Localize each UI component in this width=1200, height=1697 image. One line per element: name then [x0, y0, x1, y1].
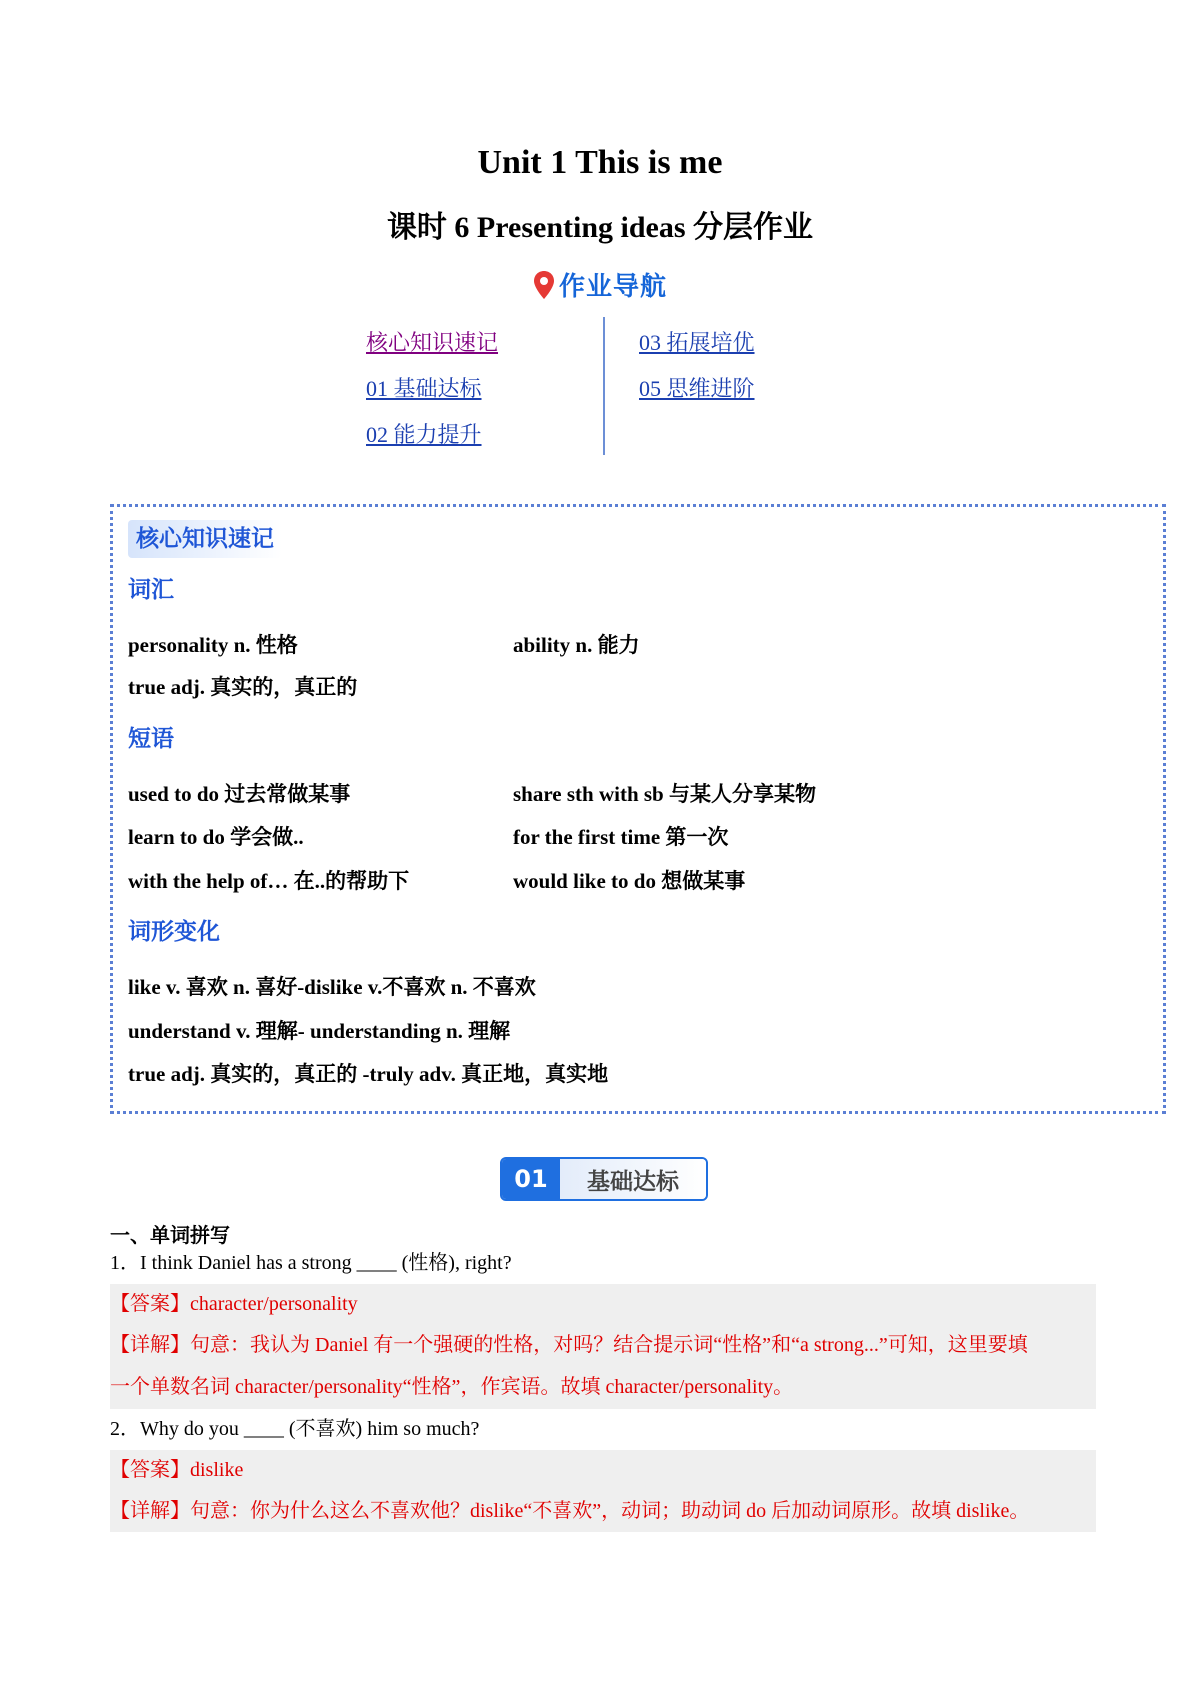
page-title: Unit 1 This is me [477, 144, 723, 181]
toc-link-05-thinking[interactable]: 05 思维进阶 [639, 376, 755, 401]
phrase-item: learn to do 学会做.. [128, 825, 304, 849]
phrase-item: share sth with sb 与某人分享某物 [513, 782, 816, 806]
core-knowledge-title: 核心知识速记 [128, 520, 282, 558]
part-title: 一、单词拼写 [110, 1225, 230, 1247]
answer-1: 【答案】character/personality [110, 1293, 358, 1315]
section-number: 01 [502, 1159, 560, 1199]
question-2: 2．Why do you ____ (不喜欢) him so much? [110, 1418, 480, 1440]
vocab-item: personality n. 性格 [128, 633, 298, 657]
explanation-1-line2: 一个单数名词 character/personality“性格”，作宾语。故填 character/personality。 [110, 1376, 794, 1398]
toc-link-01-basic[interactable]: 01 基础达标 [366, 376, 482, 401]
vocab-item: true adj. 真实的，真正的 [128, 675, 358, 699]
toc-link-02-ability[interactable]: 02 能力提升 [366, 422, 482, 447]
vocab-heading: 词汇 [128, 577, 174, 603]
explanation-1-line1: 【详解】句意：我认为 Daniel 有一个强硬的性格，对吗？结合提示词“性格”和“a strong...”可知，这里要填 [110, 1334, 1028, 1356]
homework-nav-label: 作业导航 [558, 272, 667, 302]
phrase-item: with the help of… 在..的帮助下 [128, 869, 410, 893]
toc-divider [603, 317, 605, 455]
phrase-item: for the first time 第一次 [513, 825, 729, 849]
toc-link-core-knowledge[interactable]: 核心知识速记 [366, 330, 499, 355]
word-form-item: understand v. 理解- understanding n. 理解 [128, 1019, 511, 1043]
phrase-item: would like to do 想做某事 [513, 869, 746, 893]
section-label: 基础达标 [560, 1159, 706, 1199]
word-forms-heading: 词形变化 [128, 919, 220, 945]
location-pin-icon [533, 270, 555, 300]
phrase-item: used to do 过去常做某事 [128, 782, 351, 806]
phrase-heading: 短语 [128, 726, 174, 752]
section-01-badge [500, 1157, 708, 1201]
word-form-item: like v. 喜欢 n. 喜好-dislike v.不喜欢 n. 不喜欢 [128, 975, 536, 999]
word-form-item: true adj. 真实的，真正的 -truly adv. 真正地，真实地 [128, 1062, 609, 1086]
answer-2: 【答案】dislike [110, 1459, 244, 1481]
homework-nav-header [0, 266, 1200, 305]
vocab-item: ability n. 能力 [513, 633, 640, 657]
question-1: 1．I think Daniel has a strong ____ (性格), right? [110, 1252, 512, 1274]
page-subtitle: 课时 6 Presenting ideas 分层作业 [386, 211, 814, 244]
toc-link-03-extend[interactable]: 03 拓展培优 [639, 330, 755, 355]
explanation-2-line1: 【详解】句意：你为什么这么不喜欢他？dislike“不喜欢”，动词；助动词 do 后加动词原形。故填 dislike。 [110, 1500, 1030, 1522]
